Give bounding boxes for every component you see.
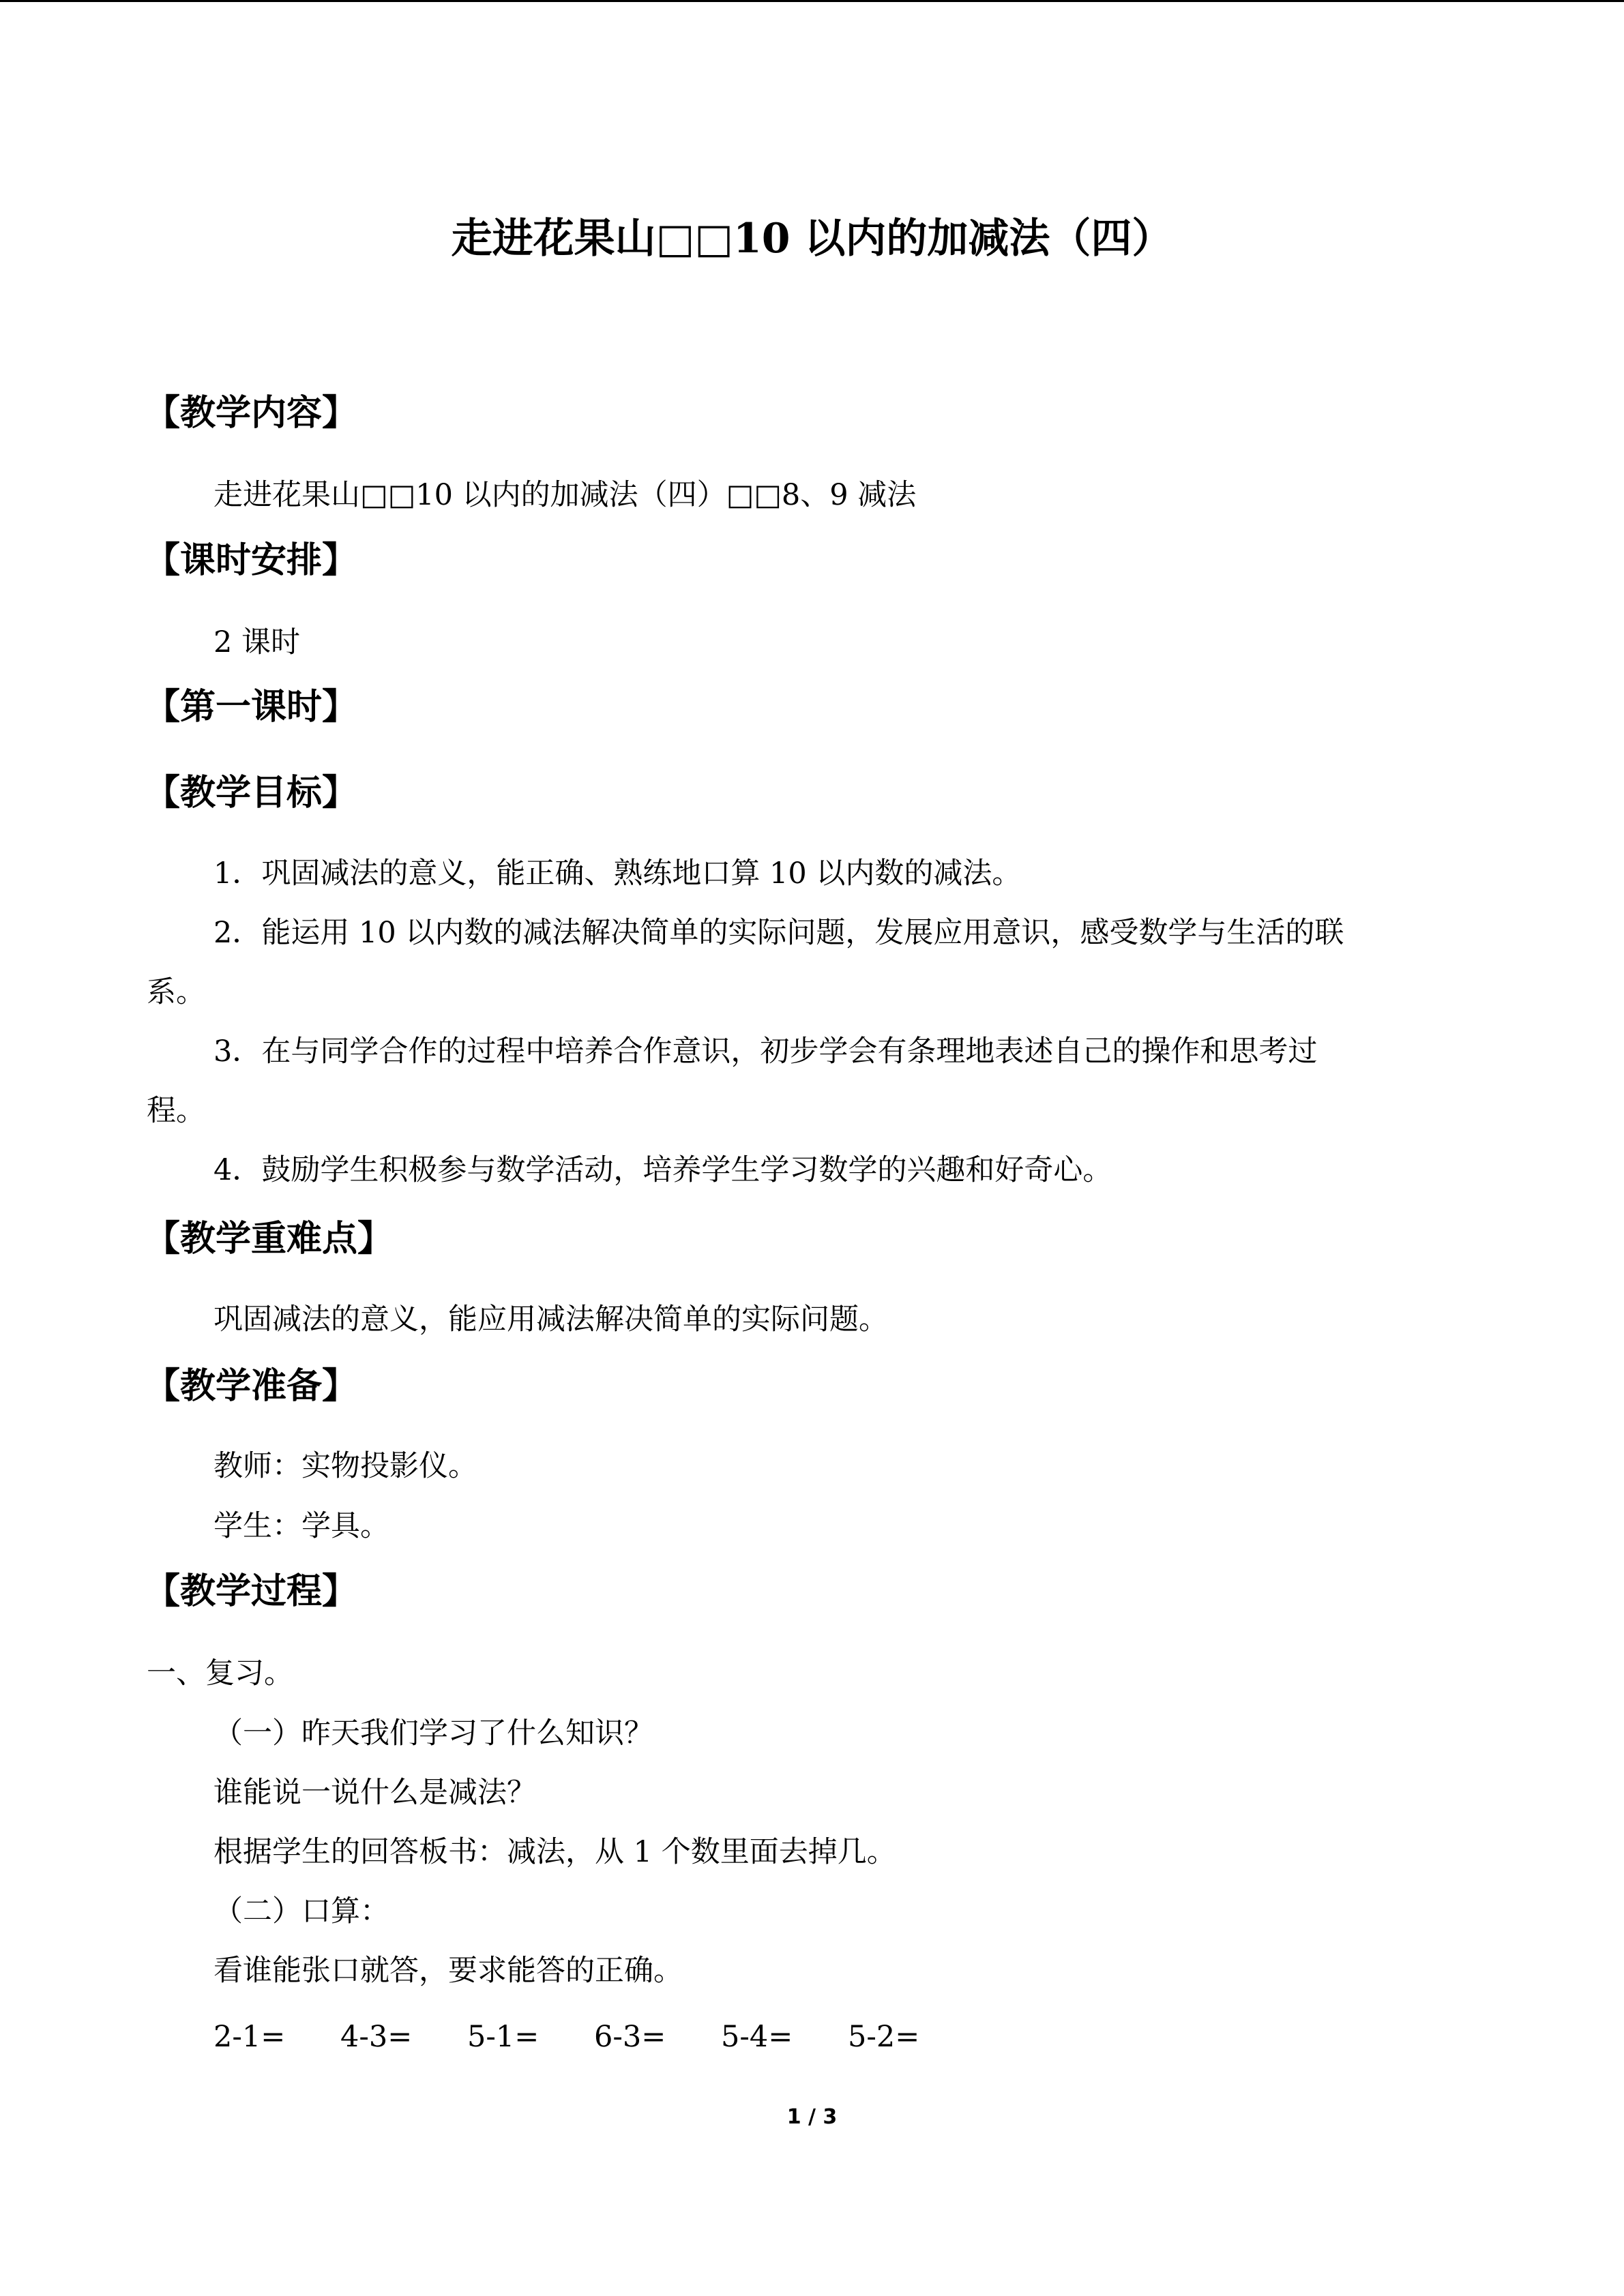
process-oral-calc: （二）口算： [213, 1894, 389, 1928]
expression-item: 6-3= [594, 2020, 666, 2054]
preparation-teacher: 教师：实物投影仪。 [213, 1449, 477, 1483]
process-board-note: 根据学生的回答板书：减法，从 1 个数里面去掉几。 [213, 1835, 896, 1869]
key-points-text: 巩固减法的意义，能应用减法解决简单的实际问题。 [213, 1302, 888, 1337]
process-instruction: 看谁能张口就答，要求能答的正确。 [213, 1954, 683, 1988]
oral-calculation-row [213, 2010, 975, 2064]
objective-item-2-continued: 系。 [147, 975, 205, 1009]
heading-objectives: 【教学目标】 [145, 772, 358, 814]
objective-item-4: 4．鼓励学生积极参与数学活动，培养学生学习数学的兴趣和好奇心。 [213, 1153, 1112, 1187]
objective-item-3-continued: 程。 [147, 1094, 205, 1128]
heading-key-points: 【教学重难点】 [145, 1218, 394, 1259]
schedule-text: 2 课时 [213, 625, 301, 659]
heading-preparation: 【教学准备】 [145, 1365, 358, 1407]
objective-item-1: 1．巩固减法的意义，能正确、熟练地口算 10 以内数的减法。 [213, 856, 1022, 891]
expression-item: 4-3= [340, 2020, 413, 2054]
page-number: 1 / 3 [786, 2105, 838, 2129]
document-title: 走进花果山□□10 以内的加减法（四） [451, 215, 1173, 263]
heading-schedule: 【课时安排】 [145, 539, 358, 581]
process-question-2: 谁能说一说什么是减法？ [213, 1776, 536, 1810]
heading-teaching-content: 【教学内容】 [145, 392, 358, 434]
expression-item: 5-2= [848, 2020, 920, 2054]
teaching-content-text: 走进花果山□□10 以内的加减法（四）□□8、9 减法 [213, 478, 917, 512]
objective-item-2: 2．能运用 10 以内数的减法解决简单的实际问题，发展应用意识，感受数学与生活的联 [213, 916, 1344, 950]
expression-item: 5-1= [467, 2020, 540, 2054]
heading-lesson-one: 【第一课时】 [145, 686, 358, 728]
expression-item: 2-1= [213, 2020, 286, 2054]
process-step-review: 一、复习。 [147, 1656, 293, 1690]
top-border-line [0, 0, 1624, 2]
preparation-student: 学生：学具。 [213, 1509, 389, 1543]
heading-process: 【教学过程】 [145, 1570, 358, 1612]
process-question-1: （一）昨天我们学习了什么知识？ [213, 1716, 653, 1750]
expression-item: 5-4= [721, 2020, 793, 2054]
objective-item-3: 3．在与同学合作的过程中培养合作意识，初步学会有条理地表述自己的操作和思考过 [213, 1034, 1318, 1069]
